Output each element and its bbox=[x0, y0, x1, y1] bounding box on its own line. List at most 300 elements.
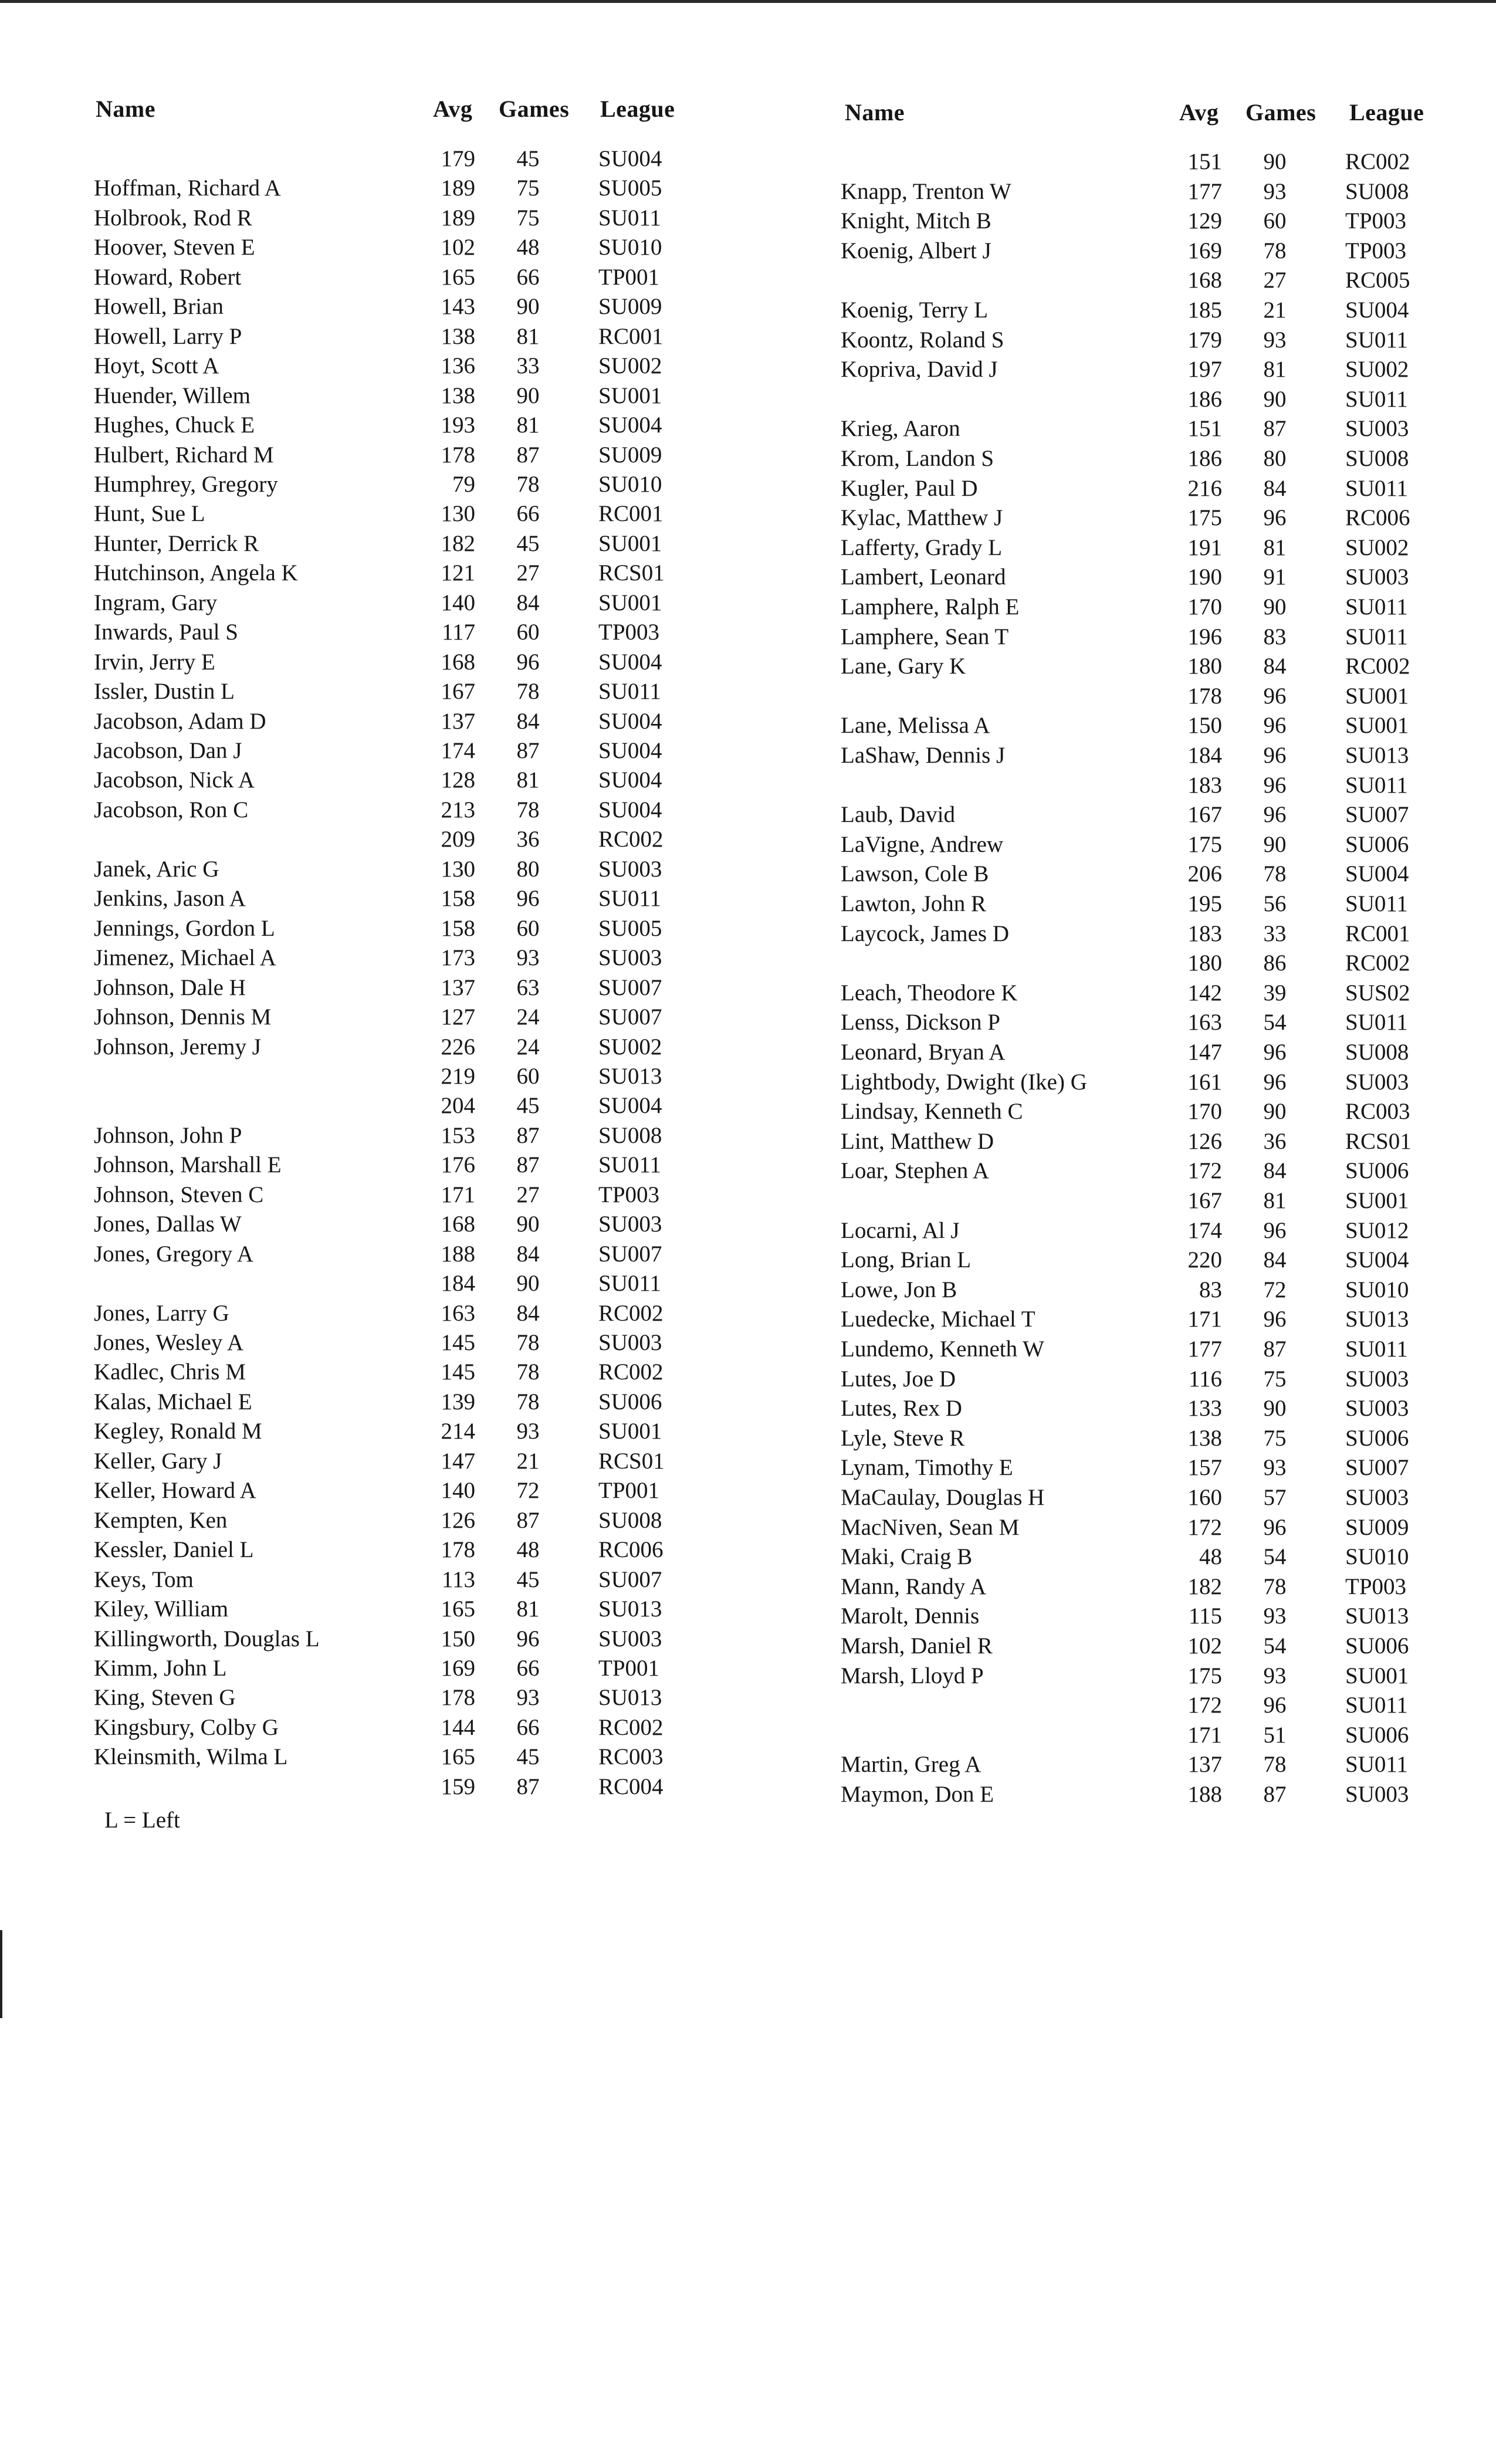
row-league: SU003 bbox=[1345, 1069, 1409, 1095]
row-name: Krieg, Aaron bbox=[841, 416, 960, 442]
row-games: 96 bbox=[1263, 1217, 1287, 1243]
row-avg: 178 bbox=[441, 1537, 475, 1563]
table-row bbox=[747, 1514, 1492, 1544]
row-avg: 180 bbox=[1187, 654, 1222, 679]
table-row bbox=[747, 980, 1492, 1009]
row-league: SU002 bbox=[1345, 534, 1409, 560]
row-league: SU008 bbox=[598, 1122, 662, 1148]
table-row bbox=[747, 208, 1492, 237]
row-name: MacNiven, Sean M bbox=[841, 1514, 1020, 1540]
row-avg: 151 bbox=[1187, 416, 1222, 442]
row-games: 80 bbox=[516, 856, 540, 882]
row-name: Lambert, Leonard bbox=[841, 564, 1006, 590]
row-league: SU005 bbox=[598, 915, 662, 941]
row-avg: 178 bbox=[1187, 683, 1222, 709]
row-games: 81 bbox=[516, 1596, 540, 1622]
row-name: Hoyt, Scott A bbox=[94, 353, 219, 379]
table-row bbox=[747, 1069, 1492, 1098]
row-games: 78 bbox=[516, 797, 540, 823]
row-league: RC001 bbox=[1345, 920, 1410, 946]
row-league: SU004 bbox=[1345, 297, 1409, 323]
row-games: 39 bbox=[1263, 980, 1287, 1006]
table-row bbox=[747, 1277, 1492, 1306]
row-league: RC001 bbox=[598, 323, 664, 349]
table-row bbox=[747, 1425, 1492, 1454]
row-avg: 174 bbox=[441, 738, 475, 763]
row-league: RC001 bbox=[598, 501, 664, 527]
header-league: League bbox=[1349, 99, 1424, 126]
row-league: SU003 bbox=[1345, 564, 1409, 590]
header-name: Name bbox=[845, 99, 905, 126]
row-league: TP003 bbox=[598, 1182, 660, 1207]
row-avg: 150 bbox=[1187, 713, 1222, 739]
row-games: 60 bbox=[516, 1063, 540, 1089]
row-games: 84 bbox=[516, 590, 540, 615]
table-row bbox=[0, 412, 745, 441]
row-league: SU008 bbox=[1345, 178, 1409, 204]
row-avg: 175 bbox=[1187, 831, 1222, 857]
row-league: SU011 bbox=[1345, 327, 1408, 353]
row-league: SU003 bbox=[598, 1626, 662, 1651]
row-games: 63 bbox=[516, 974, 540, 1000]
table-row bbox=[747, 1306, 1492, 1335]
row-name: Lindsay, Kenneth C bbox=[841, 1099, 1023, 1125]
row-games: 36 bbox=[1263, 1128, 1287, 1154]
row-league: RCS01 bbox=[598, 1448, 665, 1474]
row-games: 90 bbox=[516, 294, 540, 320]
row-games: 96 bbox=[516, 886, 540, 912]
row-avg: 126 bbox=[441, 1507, 475, 1533]
table-row bbox=[747, 1573, 1492, 1603]
table-row bbox=[0, 1270, 745, 1299]
row-games: 81 bbox=[1263, 1188, 1287, 1213]
row-league: SU008 bbox=[1345, 1040, 1409, 1065]
row-name: Issler, Dustin L bbox=[94, 679, 235, 705]
row-league: SU001 bbox=[598, 590, 662, 615]
row-name: Holbrook, Rod R bbox=[94, 205, 252, 231]
row-avg: 150 bbox=[441, 1626, 475, 1651]
row-games: 36 bbox=[516, 827, 540, 852]
table-row bbox=[747, 1484, 1492, 1514]
row-games: 66 bbox=[516, 501, 540, 527]
row-league: SU013 bbox=[1345, 743, 1409, 768]
row-avg: 169 bbox=[441, 1655, 475, 1681]
row-league: RC002 bbox=[1345, 950, 1410, 976]
row-league: TP003 bbox=[1345, 208, 1407, 234]
row-league: TP001 bbox=[598, 264, 660, 290]
table-row bbox=[747, 950, 1492, 979]
table-row bbox=[0, 323, 745, 353]
table-row bbox=[747, 1187, 1492, 1217]
row-avg: 79 bbox=[452, 471, 475, 497]
row-avg: 213 bbox=[441, 797, 475, 823]
row-league: SU004 bbox=[598, 767, 662, 793]
row-avg: 128 bbox=[441, 767, 475, 793]
row-games: 81 bbox=[1263, 534, 1287, 560]
row-name: Jones, Larry G bbox=[94, 1300, 229, 1326]
row-name: Hoffman, Richard A bbox=[94, 175, 281, 201]
row-avg: 186 bbox=[1187, 386, 1222, 412]
row-league: SU011 bbox=[1345, 1010, 1408, 1035]
row-league: SU006 bbox=[1345, 1722, 1409, 1748]
row-name: Lane, Gary K bbox=[841, 654, 966, 679]
row-league: SU003 bbox=[598, 1330, 662, 1355]
row-games: 27 bbox=[516, 560, 540, 586]
row-name: Jones, Gregory A bbox=[94, 1241, 253, 1267]
row-avg: 190 bbox=[1187, 564, 1222, 590]
row-league: SU008 bbox=[1345, 446, 1409, 471]
row-games: 27 bbox=[1263, 268, 1287, 293]
row-league: SU006 bbox=[1345, 1158, 1409, 1184]
table-row bbox=[0, 945, 745, 974]
row-league: SU013 bbox=[598, 1063, 662, 1089]
row-league: RC003 bbox=[598, 1744, 664, 1770]
row-league: SU003 bbox=[1345, 1366, 1409, 1392]
row-league: SU001 bbox=[1345, 1188, 1409, 1213]
row-avg: 165 bbox=[441, 264, 475, 290]
row-avg: 183 bbox=[1187, 920, 1222, 946]
row-games: 84 bbox=[1263, 1158, 1287, 1184]
row-games: 84 bbox=[516, 1300, 540, 1326]
table-row bbox=[0, 1536, 745, 1566]
header-avg: Avg bbox=[433, 96, 473, 122]
table-row bbox=[0, 590, 745, 619]
row-games: 90 bbox=[1263, 386, 1287, 412]
row-league: SU006 bbox=[1345, 1425, 1409, 1451]
row-avg: 170 bbox=[1187, 1099, 1222, 1125]
table-row bbox=[0, 500, 745, 530]
row-games: 60 bbox=[516, 915, 540, 941]
row-avg: 188 bbox=[441, 1241, 475, 1267]
row-games: 45 bbox=[516, 530, 540, 556]
table-row bbox=[0, 1566, 745, 1596]
row-avg: 165 bbox=[441, 1744, 475, 1770]
table-row bbox=[747, 238, 1492, 267]
row-avg: 167 bbox=[441, 679, 475, 705]
row-avg: 179 bbox=[441, 146, 475, 171]
table-row bbox=[747, 1009, 1492, 1038]
row-games: 48 bbox=[516, 235, 540, 260]
row-league: SU013 bbox=[1345, 1603, 1409, 1629]
row-name: Leonard, Bryan A bbox=[841, 1040, 1006, 1065]
row-games: 60 bbox=[516, 620, 540, 645]
table-row bbox=[0, 1063, 745, 1092]
row-league: RC002 bbox=[598, 827, 664, 852]
table-row bbox=[747, 327, 1492, 356]
row-avg: 159 bbox=[441, 1773, 475, 1799]
row-avg: 136 bbox=[441, 353, 475, 379]
table-row bbox=[0, 619, 745, 648]
row-league: SU001 bbox=[1345, 1663, 1409, 1688]
table-row bbox=[747, 1633, 1492, 1662]
header-avg: Avg bbox=[1179, 99, 1219, 126]
row-games: 78 bbox=[1263, 238, 1287, 263]
row-league: SU013 bbox=[598, 1596, 662, 1622]
row-name: Lundemo, Kenneth W bbox=[841, 1336, 1044, 1362]
row-name: Jimenez, Michael A bbox=[94, 945, 276, 971]
row-name: Johnson, Dale H bbox=[94, 974, 246, 1000]
row-avg: 191 bbox=[1187, 534, 1222, 560]
row-games: 93 bbox=[1263, 1663, 1287, 1688]
row-name: Killingworth, Douglas L bbox=[94, 1626, 320, 1651]
row-avg: 145 bbox=[441, 1330, 475, 1355]
table-row bbox=[747, 1781, 1492, 1810]
row-avg: 193 bbox=[441, 412, 475, 438]
row-games: 45 bbox=[516, 1744, 540, 1770]
row-games: 93 bbox=[516, 945, 540, 971]
table-row bbox=[0, 530, 745, 560]
row-league: SU011 bbox=[598, 679, 661, 705]
row-avg: 116 bbox=[1188, 1366, 1222, 1392]
row-avg: 137 bbox=[441, 708, 475, 734]
row-games: 81 bbox=[516, 767, 540, 793]
row-games: 75 bbox=[516, 175, 540, 201]
row-games: 75 bbox=[516, 205, 540, 231]
row-name: Marsh, Lloyd P bbox=[841, 1663, 984, 1688]
table-row bbox=[747, 534, 1492, 564]
row-league: SU003 bbox=[1345, 1782, 1409, 1807]
row-avg: 171 bbox=[441, 1182, 475, 1207]
table-row bbox=[747, 801, 1492, 831]
row-games: 93 bbox=[1263, 1603, 1287, 1629]
table-row bbox=[0, 885, 745, 915]
row-league: TP003 bbox=[598, 620, 660, 645]
table-row bbox=[747, 386, 1492, 415]
row-name: Kadlec, Chris M bbox=[94, 1359, 246, 1385]
row-games: 96 bbox=[1263, 1693, 1287, 1718]
row-league: SU010 bbox=[1345, 1544, 1409, 1570]
row-avg: 176 bbox=[441, 1152, 475, 1178]
table-row bbox=[0, 1418, 745, 1447]
row-league: SU011 bbox=[598, 886, 661, 912]
row-games: 83 bbox=[1263, 624, 1287, 649]
row-league: SU009 bbox=[598, 442, 662, 468]
table-row bbox=[747, 415, 1492, 445]
row-league: SU004 bbox=[598, 797, 662, 823]
row-league: SUS02 bbox=[1345, 980, 1410, 1006]
row-avg: 182 bbox=[441, 530, 475, 556]
row-league: SU004 bbox=[598, 708, 662, 734]
table-row bbox=[0, 1596, 745, 1625]
row-league: RC002 bbox=[598, 1714, 664, 1740]
row-league: RC005 bbox=[1345, 268, 1410, 293]
row-avg: 144 bbox=[441, 1714, 475, 1740]
row-avg: 189 bbox=[441, 205, 475, 231]
table-row bbox=[0, 1182, 745, 1211]
table-row bbox=[0, 678, 745, 708]
row-name: Jacobson, Adam D bbox=[94, 708, 266, 734]
row-avg: 138 bbox=[441, 323, 475, 349]
row-name: Martin, Greg A bbox=[841, 1752, 981, 1778]
row-league: SU010 bbox=[598, 471, 662, 497]
row-avg: 167 bbox=[1187, 1188, 1222, 1213]
row-avg: 143 bbox=[441, 294, 475, 320]
row-games: 90 bbox=[1263, 149, 1287, 174]
table-row bbox=[747, 1603, 1492, 1632]
row-league: SU007 bbox=[598, 974, 662, 1000]
row-games: 93 bbox=[1263, 178, 1287, 204]
row-name: Hulbert, Richard M bbox=[94, 442, 274, 468]
row-avg: 161 bbox=[1187, 1069, 1222, 1095]
row-league: SU013 bbox=[1345, 1307, 1409, 1332]
table-row bbox=[0, 1329, 745, 1359]
row-games: 90 bbox=[1263, 1099, 1287, 1125]
row-name: Kessler, Daniel L bbox=[94, 1537, 254, 1563]
table-row bbox=[0, 797, 745, 826]
row-avg: 133 bbox=[1187, 1396, 1222, 1421]
table-row bbox=[0, 1300, 745, 1329]
table-row bbox=[747, 1722, 1492, 1751]
row-name: Lafferty, Grady L bbox=[841, 534, 1003, 560]
row-league: SU011 bbox=[1345, 772, 1408, 798]
row-games: 66 bbox=[516, 1714, 540, 1740]
row-name: Krom, Landon S bbox=[841, 446, 994, 471]
row-name: Howell, Brian bbox=[94, 294, 224, 320]
row-games: 96 bbox=[1263, 1307, 1287, 1332]
row-games: 87 bbox=[516, 1122, 540, 1148]
row-name: Johnson, Jeremy J bbox=[94, 1034, 261, 1060]
table-row bbox=[0, 1152, 745, 1181]
row-games: 96 bbox=[1263, 713, 1287, 739]
row-avg: 196 bbox=[1187, 624, 1222, 649]
row-games: 84 bbox=[516, 1241, 540, 1267]
row-name: Keys, Tom bbox=[94, 1566, 194, 1592]
row-avg: 160 bbox=[1187, 1485, 1222, 1510]
row-games: 90 bbox=[1263, 831, 1287, 857]
table-row bbox=[747, 297, 1492, 326]
table-row bbox=[0, 1092, 745, 1122]
row-avg: 180 bbox=[1187, 950, 1222, 976]
row-name: Koontz, Roland S bbox=[841, 327, 1004, 353]
table-row bbox=[747, 445, 1492, 475]
table-row bbox=[747, 683, 1492, 712]
table-row bbox=[747, 1692, 1492, 1721]
row-games: 78 bbox=[1263, 1752, 1287, 1778]
row-games: 87 bbox=[516, 1152, 540, 1178]
row-games: 78 bbox=[516, 1389, 540, 1414]
row-avg: 158 bbox=[441, 915, 475, 941]
row-games: 45 bbox=[516, 1093, 540, 1119]
row-name: Kingsbury, Colby G bbox=[94, 1714, 279, 1740]
table-row bbox=[747, 1128, 1492, 1157]
row-games: 54 bbox=[1263, 1010, 1287, 1035]
table-row bbox=[747, 861, 1492, 890]
row-games: 90 bbox=[516, 1271, 540, 1297]
row-avg: 182 bbox=[1187, 1573, 1222, 1599]
row-games: 87 bbox=[516, 442, 540, 468]
row-name: Lightbody, Dwight (Ike) G bbox=[841, 1069, 1087, 1095]
row-league: RC006 bbox=[1345, 505, 1410, 531]
table-row bbox=[0, 1744, 745, 1773]
row-name: Kleinsmith, Wilma L bbox=[94, 1744, 288, 1770]
row-name: Lenss, Dickson P bbox=[841, 1010, 1000, 1035]
row-name: Jennings, Gordon L bbox=[94, 915, 275, 941]
row-league: SU007 bbox=[598, 1241, 662, 1267]
row-name: Keller, Gary J bbox=[94, 1448, 222, 1474]
row-avg: 177 bbox=[1187, 1336, 1222, 1362]
row-league: SU010 bbox=[598, 235, 662, 260]
row-avg: 175 bbox=[1187, 1663, 1222, 1688]
table-row bbox=[747, 712, 1492, 742]
row-league: SU001 bbox=[1345, 713, 1409, 739]
row-league: SU001 bbox=[598, 383, 662, 408]
row-games: 96 bbox=[516, 649, 540, 675]
row-avg: 168 bbox=[441, 1211, 475, 1237]
row-avg: 169 bbox=[1187, 238, 1222, 263]
table-row bbox=[0, 234, 745, 263]
table-row bbox=[747, 653, 1492, 682]
row-name: Kiley, William bbox=[94, 1596, 229, 1622]
row-league: SU004 bbox=[598, 738, 662, 763]
row-games: 60 bbox=[1263, 208, 1287, 234]
row-league: SU009 bbox=[598, 294, 662, 320]
row-league: SU011 bbox=[1345, 1752, 1408, 1778]
row-league: SU007 bbox=[1345, 1455, 1409, 1481]
row-games: 96 bbox=[1263, 772, 1287, 798]
row-games: 33 bbox=[1263, 920, 1287, 946]
row-name: Lawton, John R bbox=[841, 891, 987, 916]
row-games: 21 bbox=[516, 1448, 540, 1474]
row-avg: 173 bbox=[441, 945, 475, 971]
row-league: SU003 bbox=[598, 856, 662, 882]
row-league: TP003 bbox=[1345, 1573, 1407, 1599]
row-name: Lane, Melissa A bbox=[841, 713, 990, 739]
row-avg: 167 bbox=[1187, 802, 1222, 828]
row-games: 21 bbox=[1263, 297, 1287, 323]
row-avg: 113 bbox=[441, 1566, 475, 1592]
row-name: Lyle, Steve R bbox=[841, 1425, 965, 1451]
row-league: SU013 bbox=[598, 1685, 662, 1711]
row-name: Hunter, Derrick R bbox=[94, 530, 259, 556]
row-avg: 220 bbox=[1187, 1247, 1222, 1273]
row-avg: 137 bbox=[1187, 1752, 1222, 1778]
row-league: RC002 bbox=[1345, 654, 1410, 679]
row-avg: 184 bbox=[441, 1271, 475, 1297]
row-games: 93 bbox=[1263, 327, 1287, 353]
row-games: 75 bbox=[1263, 1425, 1287, 1451]
table-row bbox=[0, 826, 745, 855]
row-avg: 138 bbox=[441, 383, 475, 408]
row-league: SU006 bbox=[598, 1389, 662, 1414]
row-league: SU011 bbox=[1345, 594, 1408, 620]
row-games: 91 bbox=[1263, 564, 1287, 590]
row-league: RC002 bbox=[598, 1359, 664, 1385]
row-name: Ingram, Gary bbox=[94, 590, 218, 615]
table-row bbox=[747, 742, 1492, 771]
row-league: TP001 bbox=[598, 1478, 660, 1504]
row-games: 78 bbox=[1263, 1573, 1287, 1599]
row-avg: 151 bbox=[1187, 149, 1222, 174]
scan-top-edge bbox=[0, 0, 1496, 3]
row-name: Hutchinson, Angela K bbox=[94, 560, 298, 586]
row-name: Loar, Stephen A bbox=[841, 1158, 989, 1184]
row-league: RC006 bbox=[598, 1537, 664, 1563]
table-row bbox=[0, 1211, 745, 1240]
row-name: Jones, Wesley A bbox=[94, 1330, 244, 1355]
row-avg: 139 bbox=[441, 1389, 475, 1414]
row-name: Hoover, Steven E bbox=[94, 235, 255, 260]
table-row bbox=[0, 442, 745, 471]
row-avg: 172 bbox=[1187, 1693, 1222, 1718]
row-games: 51 bbox=[1263, 1722, 1287, 1748]
row-games: 78 bbox=[516, 1330, 540, 1355]
row-games: 96 bbox=[516, 1626, 540, 1651]
row-avg: 175 bbox=[1187, 505, 1222, 531]
row-games: 96 bbox=[1263, 1069, 1287, 1095]
row-league: TP001 bbox=[598, 1655, 660, 1681]
row-name: Lynam, Timothy E bbox=[841, 1455, 1013, 1481]
row-games: 78 bbox=[516, 1359, 540, 1385]
